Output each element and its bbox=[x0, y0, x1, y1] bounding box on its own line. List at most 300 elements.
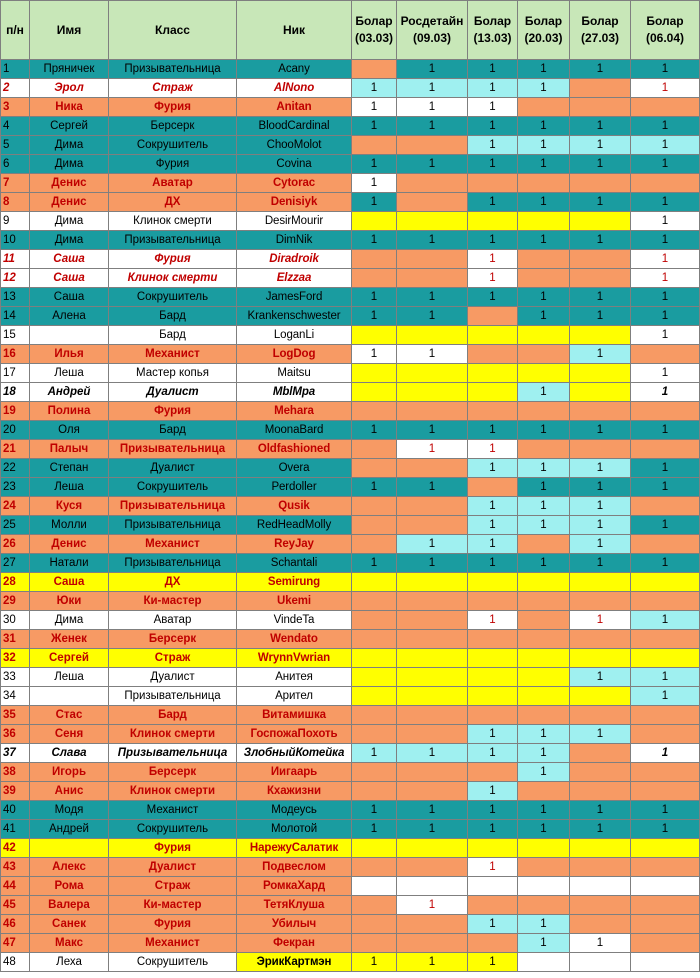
attendance-cell: 1 bbox=[518, 60, 570, 79]
row-number: 3 bbox=[1, 98, 30, 117]
attendance-cell: 1 bbox=[468, 782, 518, 801]
row-number: 29 bbox=[1, 592, 30, 611]
attendance-cell bbox=[570, 687, 631, 706]
row-number: 5 bbox=[1, 136, 30, 155]
attendance-cell: 1 bbox=[518, 193, 570, 212]
row-name: Саша bbox=[30, 250, 109, 269]
row-nick: Qusik bbox=[237, 497, 352, 516]
attendance-cell: 1 bbox=[631, 820, 700, 839]
table-row bbox=[1, 630, 700, 649]
attendance-cell: 1 bbox=[468, 459, 518, 478]
attendance-cell: 1 bbox=[397, 820, 468, 839]
attendance-cell bbox=[518, 782, 570, 801]
attendance-cell bbox=[352, 934, 397, 953]
attendance-cell bbox=[397, 687, 468, 706]
row-class: Берсерк bbox=[109, 763, 237, 782]
attendance-cell bbox=[397, 573, 468, 592]
row-number: 12 bbox=[1, 269, 30, 288]
attendance-cell: 1 bbox=[631, 668, 700, 687]
row-number: 1 bbox=[1, 60, 30, 79]
attendance-cell: 1 bbox=[468, 79, 518, 98]
attendance-cell bbox=[518, 649, 570, 668]
row-name: Алекс bbox=[30, 858, 109, 877]
attendance-cell: 1 bbox=[570, 497, 631, 516]
row-nick: MoonaBard bbox=[237, 421, 352, 440]
attendance-cell bbox=[397, 364, 468, 383]
table-row bbox=[1, 402, 700, 421]
attendance-cell bbox=[631, 934, 700, 953]
attendance-cell: 1 bbox=[468, 98, 518, 117]
attendance-cell: 1 bbox=[468, 155, 518, 174]
row-name: Сергей bbox=[30, 649, 109, 668]
row-name: Макс bbox=[30, 934, 109, 953]
row-number: 6 bbox=[1, 155, 30, 174]
attendance-cell: 1 bbox=[570, 459, 631, 478]
row-nick: ChooMolot bbox=[237, 136, 352, 155]
attendance-cell bbox=[468, 668, 518, 687]
table-row bbox=[1, 668, 700, 687]
attendance-cell: 1 bbox=[518, 79, 570, 98]
attendance-cell: 1 bbox=[570, 231, 631, 250]
row-nick: LoganLi bbox=[237, 326, 352, 345]
row-name: Стас bbox=[30, 706, 109, 725]
row-nick: Acany bbox=[237, 60, 352, 79]
row-nick: Oldfashioned bbox=[237, 440, 352, 459]
attendance-cell: 1 bbox=[468, 858, 518, 877]
row-name: Леша bbox=[30, 478, 109, 497]
attendance-cell bbox=[397, 212, 468, 231]
attendance-cell bbox=[397, 326, 468, 345]
row-nick: ЗлобныйКотейка bbox=[237, 744, 352, 763]
table-row bbox=[1, 782, 700, 801]
row-nick: НарежуСалатик bbox=[237, 839, 352, 858]
row-number: 8 bbox=[1, 193, 30, 212]
attendance-cell: 1 bbox=[631, 193, 700, 212]
attendance-cell bbox=[352, 535, 397, 554]
row-name: Денис bbox=[30, 193, 109, 212]
attendance-cell: 1 bbox=[352, 231, 397, 250]
table-row bbox=[1, 212, 700, 231]
row-number: 26 bbox=[1, 535, 30, 554]
attendance-cell bbox=[570, 250, 631, 269]
row-name: Леша bbox=[30, 668, 109, 687]
row-name: Саша bbox=[30, 288, 109, 307]
attendance-cell: 1 bbox=[631, 231, 700, 250]
attendance-cell: 1 bbox=[631, 136, 700, 155]
attendance-cell bbox=[518, 402, 570, 421]
attendance-cell: 1 bbox=[397, 155, 468, 174]
attendance-cell bbox=[397, 725, 468, 744]
table-row bbox=[1, 820, 700, 839]
attendance-cell bbox=[570, 877, 631, 896]
attendance-cell: 1 bbox=[631, 250, 700, 269]
attendance-cell: 1 bbox=[468, 744, 518, 763]
attendance-cell bbox=[570, 858, 631, 877]
row-class: Страж bbox=[109, 877, 237, 896]
attendance-cell: 1 bbox=[352, 421, 397, 440]
attendance-cell: 1 bbox=[352, 953, 397, 972]
attendance-cell: 1 bbox=[631, 383, 700, 402]
attendance-cell bbox=[468, 402, 518, 421]
attendance-cell: 1 bbox=[631, 611, 700, 630]
attendance-cell bbox=[570, 326, 631, 345]
attendance-cell: 1 bbox=[518, 117, 570, 136]
attendance-cell bbox=[397, 383, 468, 402]
attendance-cell: 1 bbox=[518, 231, 570, 250]
row-number: 47 bbox=[1, 934, 30, 953]
attendance-cell bbox=[518, 535, 570, 554]
row-number: 32 bbox=[1, 649, 30, 668]
row-class: Бард bbox=[109, 706, 237, 725]
attendance-cell bbox=[518, 573, 570, 592]
attendance-cell: 1 bbox=[518, 497, 570, 516]
row-name: Анис bbox=[30, 782, 109, 801]
attendance-cell: 1 bbox=[352, 820, 397, 839]
attendance-cell bbox=[352, 326, 397, 345]
attendance-cell: 1 bbox=[397, 953, 468, 972]
table-row bbox=[1, 877, 700, 896]
attendance-cell bbox=[468, 877, 518, 896]
attendance-cell bbox=[570, 706, 631, 725]
attendance-cell: 1 bbox=[352, 554, 397, 573]
attendance-cell: 1 bbox=[518, 459, 570, 478]
attendance-cell: 1 bbox=[518, 307, 570, 326]
row-nick: Mehara bbox=[237, 402, 352, 421]
table-row bbox=[1, 573, 700, 592]
attendance-cell: 1 bbox=[352, 307, 397, 326]
row-class: Механист bbox=[109, 535, 237, 554]
row-class: Ки-мастер bbox=[109, 592, 237, 611]
attendance-cell: 1 bbox=[468, 269, 518, 288]
row-class: Аватар bbox=[109, 611, 237, 630]
row-name: Игорь bbox=[30, 763, 109, 782]
attendance-cell: 1 bbox=[397, 478, 468, 497]
row-nick: Schantali bbox=[237, 554, 352, 573]
table-row bbox=[1, 136, 700, 155]
attendance-cell: 1 bbox=[468, 497, 518, 516]
table-row bbox=[1, 440, 700, 459]
attendance-cell: 1 bbox=[397, 440, 468, 459]
attendance-cell: 1 bbox=[397, 896, 468, 915]
attendance-cell: 1 bbox=[631, 269, 700, 288]
attendance-cell bbox=[570, 896, 631, 915]
table-row bbox=[1, 953, 700, 972]
attendance-cell bbox=[468, 592, 518, 611]
attendance-cell bbox=[397, 858, 468, 877]
row-class: Призывательница bbox=[109, 60, 237, 79]
attendance-cell: 1 bbox=[570, 117, 631, 136]
row-nick: ГоспожаПохоть bbox=[237, 725, 352, 744]
row-class: Дуалист bbox=[109, 668, 237, 687]
header-row bbox=[1, 1, 700, 60]
table-row bbox=[1, 98, 700, 117]
attendance-cell bbox=[468, 174, 518, 193]
row-class: Клинок смерти bbox=[109, 782, 237, 801]
attendance-cell bbox=[352, 269, 397, 288]
row-name: Оля bbox=[30, 421, 109, 440]
attendance-cell bbox=[518, 364, 570, 383]
row-number: 30 bbox=[1, 611, 30, 630]
attendance-cell: 1 bbox=[352, 117, 397, 136]
attendance-cell bbox=[570, 440, 631, 459]
attendance-cell bbox=[518, 174, 570, 193]
attendance-cell bbox=[518, 212, 570, 231]
attendance-cell: 1 bbox=[518, 478, 570, 497]
attendance-cell bbox=[518, 668, 570, 687]
row-name: Модя bbox=[30, 801, 109, 820]
row-number: 22 bbox=[1, 459, 30, 478]
row-class: Мастер копья bbox=[109, 364, 237, 383]
table-row bbox=[1, 269, 700, 288]
attendance-cell: 1 bbox=[570, 554, 631, 573]
attendance-cell: 1 bbox=[570, 155, 631, 174]
attendance-cell: 1 bbox=[397, 345, 468, 364]
row-nick: Perdoller bbox=[237, 478, 352, 497]
table-row bbox=[1, 478, 700, 497]
attendance-cell: 1 bbox=[468, 117, 518, 136]
row-class: Сокрушитель bbox=[109, 478, 237, 497]
attendance-cell bbox=[570, 744, 631, 763]
attendance-cell bbox=[570, 649, 631, 668]
row-name bbox=[30, 839, 109, 858]
attendance-cell: 1 bbox=[518, 554, 570, 573]
attendance-cell bbox=[631, 953, 700, 972]
row-nick: Молотой bbox=[237, 820, 352, 839]
attendance-cell bbox=[352, 630, 397, 649]
row-nick: Фекран bbox=[237, 934, 352, 953]
table-row bbox=[1, 801, 700, 820]
attendance-cell: 1 bbox=[631, 478, 700, 497]
attendance-cell bbox=[570, 839, 631, 858]
attendance-cell bbox=[518, 877, 570, 896]
row-name: Санек bbox=[30, 915, 109, 934]
header-event-1: Болар (03.03) bbox=[352, 1, 397, 60]
table-row bbox=[1, 155, 700, 174]
row-name: Денис bbox=[30, 174, 109, 193]
attendance-cell bbox=[468, 687, 518, 706]
table-row bbox=[1, 117, 700, 136]
table-row bbox=[1, 326, 700, 345]
header-nick: Ник bbox=[237, 1, 352, 60]
attendance-cell: 1 bbox=[397, 554, 468, 573]
row-class: Клинок смерти bbox=[109, 725, 237, 744]
attendance-cell: 1 bbox=[468, 516, 518, 535]
table-row bbox=[1, 706, 700, 725]
attendance-cell bbox=[570, 782, 631, 801]
attendance-cell bbox=[397, 611, 468, 630]
header-num: п/н bbox=[1, 1, 30, 60]
row-nick: Убилыч bbox=[237, 915, 352, 934]
attendance-cell bbox=[631, 535, 700, 554]
row-number: 7 bbox=[1, 174, 30, 193]
row-class: Призывательница bbox=[109, 744, 237, 763]
attendance-cell bbox=[631, 706, 700, 725]
attendance-cell bbox=[518, 345, 570, 364]
attendance-cell bbox=[397, 839, 468, 858]
row-nick: ЭрикКартмэн bbox=[237, 953, 352, 972]
attendance-cell bbox=[352, 877, 397, 896]
row-number: 41 bbox=[1, 820, 30, 839]
attendance-cell bbox=[570, 269, 631, 288]
attendance-cell: 1 bbox=[397, 231, 468, 250]
header-event-6: Болар (06.04) bbox=[631, 1, 700, 60]
row-class: Берсерк bbox=[109, 117, 237, 136]
table-row bbox=[1, 554, 700, 573]
attendance-cell bbox=[352, 858, 397, 877]
row-nick: MblMpa bbox=[237, 383, 352, 402]
attendance-cell: 1 bbox=[631, 421, 700, 440]
attendance-cell: 1 bbox=[518, 288, 570, 307]
row-nick: DimNik bbox=[237, 231, 352, 250]
attendance-cell bbox=[468, 934, 518, 953]
row-nick: LogDog bbox=[237, 345, 352, 364]
row-name bbox=[30, 326, 109, 345]
row-number: 17 bbox=[1, 364, 30, 383]
row-number: 44 bbox=[1, 877, 30, 896]
attendance-cell: 1 bbox=[631, 801, 700, 820]
attendance-cell bbox=[397, 250, 468, 269]
row-name: Степан bbox=[30, 459, 109, 478]
row-nick: BloodCardinal bbox=[237, 117, 352, 136]
row-name: Куся bbox=[30, 497, 109, 516]
attendance-cell bbox=[570, 573, 631, 592]
attendance-cell: 1 bbox=[468, 611, 518, 630]
row-name: Валера bbox=[30, 896, 109, 915]
attendance-cell bbox=[570, 174, 631, 193]
row-class: ДХ bbox=[109, 193, 237, 212]
row-nick: JamesFord bbox=[237, 288, 352, 307]
attendance-cell bbox=[570, 79, 631, 98]
attendance-cell: 1 bbox=[468, 136, 518, 155]
table-row bbox=[1, 60, 700, 79]
attendance-cell: 1 bbox=[518, 383, 570, 402]
row-number: 37 bbox=[1, 744, 30, 763]
attendance-cell bbox=[397, 668, 468, 687]
attendance-cell bbox=[631, 402, 700, 421]
row-nick: RedHeadMolly bbox=[237, 516, 352, 535]
header-name: Имя bbox=[30, 1, 109, 60]
attendance-cell: 1 bbox=[468, 725, 518, 744]
attendance-cell bbox=[397, 877, 468, 896]
attendance-cell bbox=[468, 212, 518, 231]
attendance-cell: 1 bbox=[468, 820, 518, 839]
attendance-cell bbox=[631, 839, 700, 858]
row-number: 9 bbox=[1, 212, 30, 231]
attendance-cell: 1 bbox=[631, 155, 700, 174]
row-nick: Wendato bbox=[237, 630, 352, 649]
attendance-cell bbox=[352, 915, 397, 934]
attendance-cell bbox=[631, 98, 700, 117]
attendance-cell bbox=[468, 630, 518, 649]
attendance-cell bbox=[397, 459, 468, 478]
row-class: Механист bbox=[109, 345, 237, 364]
attendance-cell bbox=[397, 497, 468, 516]
table-row bbox=[1, 79, 700, 98]
attendance-cell: 1 bbox=[397, 60, 468, 79]
table-row bbox=[1, 288, 700, 307]
attendance-cell bbox=[352, 763, 397, 782]
attendance-cell bbox=[570, 383, 631, 402]
row-name: Слава bbox=[30, 744, 109, 763]
attendance-cell: 1 bbox=[518, 744, 570, 763]
attendance-cell: 1 bbox=[468, 440, 518, 459]
attendance-cell: 1 bbox=[570, 535, 631, 554]
row-number: 46 bbox=[1, 915, 30, 934]
attendance-cell bbox=[468, 649, 518, 668]
row-class: Аватар bbox=[109, 174, 237, 193]
row-number: 27 bbox=[1, 554, 30, 573]
attendance-cell bbox=[352, 497, 397, 516]
row-number: 23 bbox=[1, 478, 30, 497]
attendance-cell bbox=[352, 250, 397, 269]
attendance-cell: 1 bbox=[570, 725, 631, 744]
attendance-cell bbox=[352, 60, 397, 79]
attendance-cell: 1 bbox=[570, 193, 631, 212]
attendance-cell: 1 bbox=[352, 174, 397, 193]
attendance-cell bbox=[518, 858, 570, 877]
row-class: Фурия bbox=[109, 98, 237, 117]
attendance-cell: 1 bbox=[631, 326, 700, 345]
row-name: Дима bbox=[30, 231, 109, 250]
attendance-cell: 1 bbox=[570, 60, 631, 79]
row-name: Андрей bbox=[30, 820, 109, 839]
attendance-cell: 1 bbox=[468, 231, 518, 250]
attendance-cell: 1 bbox=[468, 288, 518, 307]
row-class: Призывательница bbox=[109, 497, 237, 516]
row-nick: VindeTa bbox=[237, 611, 352, 630]
table-row bbox=[1, 592, 700, 611]
row-class: Призывательница bbox=[109, 554, 237, 573]
row-name: Юки bbox=[30, 592, 109, 611]
attendance-cell: 1 bbox=[631, 459, 700, 478]
row-number: 33 bbox=[1, 668, 30, 687]
attendance-cell: 1 bbox=[518, 155, 570, 174]
attendance-cell: 1 bbox=[468, 554, 518, 573]
row-nick: Кхажизни bbox=[237, 782, 352, 801]
attendance-cell bbox=[468, 839, 518, 858]
row-number: 42 bbox=[1, 839, 30, 858]
attendance-cell bbox=[518, 953, 570, 972]
attendance-cell bbox=[518, 896, 570, 915]
table-row bbox=[1, 250, 700, 269]
attendance-cell bbox=[397, 649, 468, 668]
row-name: Эрол bbox=[30, 79, 109, 98]
row-number: 13 bbox=[1, 288, 30, 307]
row-number: 35 bbox=[1, 706, 30, 725]
row-class: Страж bbox=[109, 79, 237, 98]
row-name: Саша bbox=[30, 269, 109, 288]
row-class: Призывательница bbox=[109, 440, 237, 459]
row-nick: Ukemi bbox=[237, 592, 352, 611]
attendance-cell bbox=[397, 630, 468, 649]
row-number: 10 bbox=[1, 231, 30, 250]
row-name: Дима bbox=[30, 136, 109, 155]
row-nick: Модеусь bbox=[237, 801, 352, 820]
attendance-cell: 1 bbox=[631, 307, 700, 326]
table-row bbox=[1, 649, 700, 668]
attendance-cell bbox=[397, 136, 468, 155]
row-nick: Elzzaa bbox=[237, 269, 352, 288]
row-nick: Анитея bbox=[237, 668, 352, 687]
row-nick: AlNono bbox=[237, 79, 352, 98]
attendance-cell bbox=[352, 782, 397, 801]
attendance-cell: 1 bbox=[631, 554, 700, 573]
row-number: 24 bbox=[1, 497, 30, 516]
row-number: 19 bbox=[1, 402, 30, 421]
attendance-cell bbox=[570, 630, 631, 649]
attendance-cell bbox=[468, 326, 518, 345]
row-number: 15 bbox=[1, 326, 30, 345]
